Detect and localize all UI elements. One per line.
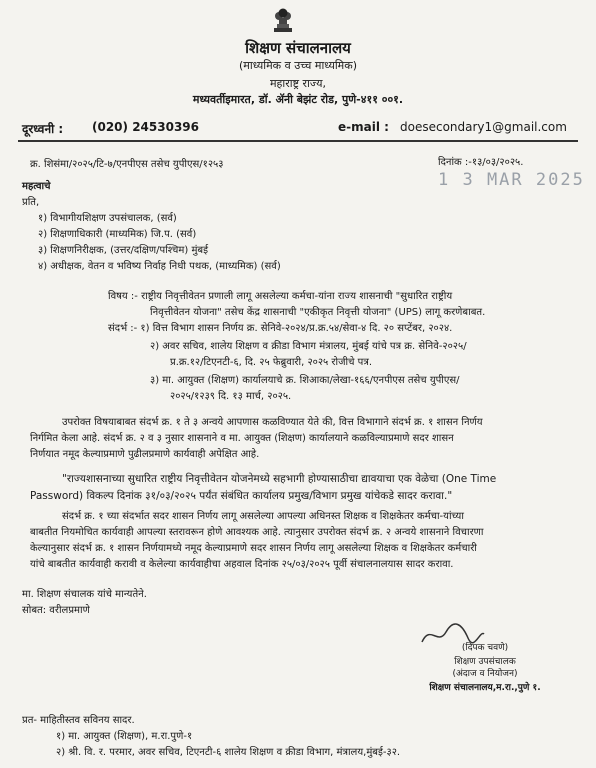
copy-item: १) मा. आयुक्त (शिक्षण), म.रा.पुणे-१	[56, 731, 193, 742]
signatory-designation: शिक्षण उपसंचालक	[454, 657, 516, 667]
org-address: मध्यवर्तीइमारत, डॉ. ॲनी बेझंट रोड, पुणे-४११ ००१.	[192, 93, 404, 106]
header-divider	[18, 140, 578, 142]
urgent-label: महत्वाचे	[22, 181, 51, 192]
copy-item: २) श्री. वि. र. परमार, अवर सचिव, टिएनटी-६ शालेय शिक्षण व क्रीडा विभाग, मंत्रालय,मुंबई-३२.	[56, 747, 401, 758]
body-line: बाबतीत नियमोचित कार्यवाही आपल्या स्तरावरून होणे आवश्यक आहे. त्यानुसार उपरोक्त संदर्भ क्र. २ अन्वये शासनाने विचारणा	[30, 527, 484, 538]
reference-3-cont: २०२५/१२३९ दि. १३ मार्च, २०२५.	[170, 391, 292, 402]
body-line: केल्यानुसार संदर्भ क्र. १ शासन निर्णयामध्ये नमूद केल्याप्रमाणे सदर शासन निर्णय लागू असलेल्या शिक्षक व शिक्षकेतर कर्मचारी	[30, 543, 477, 554]
signatory-dept: (अंदाज व नियोजन)	[452, 669, 518, 679]
recipient-item: ३) शिक्षणनिरीक्षक, (उत्तर/दक्षिण/पश्चिम) मुंबई	[38, 245, 209, 256]
state-emblem-icon	[270, 4, 296, 34]
reference-2-cont: प्र.क्र.१२/टिएनटी-६, दि. २५ फेब्रुवारी, २०२५ रोजीचे पत्र.	[170, 357, 373, 368]
approval-note: मा. शिक्षण संचालक यांचे मान्यतेने.	[22, 589, 147, 600]
received-date-stamp: 1 3 MAR 2025	[438, 170, 585, 190]
quote-line: Password) विकल्प दिनांक ३१/०३/२०२५ पर्यंत संबंधित कार्यालय प्रमुख/विभाग प्रमुख यांचेकडे सादर करावा."	[30, 490, 453, 502]
phone-number: (020) 24530396	[92, 120, 199, 134]
reference-number: क्र. शिसंमा/२०२५/टि-७/एनपीएस तसेच युपीएस/१२५३	[30, 159, 224, 170]
org-state: महाराष्ट्र राज्य,	[269, 77, 327, 90]
reference-1: संदर्भ :- १) वित्त विभाग शासन निर्णय क्र. सेनिवे-२०२४/प्र.क्र.५४/सेवा-४ दि. २० सप्टेंबर, २०२४.	[108, 323, 453, 334]
reference-2: २) अवर सचिव, शालेय शिक्षण व क्रीडा विभाग मंत्रालय, मुंबई यांचे पत्र क्र. सेनिवे-२०२५/	[150, 341, 467, 352]
subject-line: निवृत्तीवेतन योजना" तसेच केंद्र शासनाची "एकीकृत निवृत्ती योजना" (UPS) लागू करणेबाबत.	[150, 307, 486, 318]
recipient-item: १) विभागीयशिक्षण उपसंचालक, (सर्व)	[38, 213, 177, 224]
recipient-item: ४) अधीक्षक, वेतन व भविष्य निर्वाह निधी पथक, (माध्यमिक) (सर्व)	[38, 261, 281, 272]
recipient-item: २) शिक्षणाधिकारी (माध्यमिक) जि.प. (सर्व)	[38, 229, 197, 240]
reference-3: ३) मा. आयुक्त (शिक्षण) कार्यालयाचे क्र. शिआका/लेखा-१६६/एनपीएस तसेच युपीएस/	[150, 375, 460, 386]
quote-line: "राज्यशासनाच्या सुधारित राष्ट्रीय निवृत्तीवेतन योजनेमध्ये सहभागी होण्यासाठीचा द्यावयाचा एक वेळेचा (One Time	[62, 473, 497, 485]
signatory-name: (दिपक चवणे)	[461, 643, 509, 653]
letter-date: दिनांक :-१३/०३/२०२५.	[438, 157, 524, 168]
body-line: संदर्भ क्र. १ च्या संदर्भात सदर शासन निर्णय लागू असलेल्या आपल्या अधिनस्त शिक्षक व शिक्षकेतर कर्मचा-यांच्या	[62, 511, 464, 522]
body-line: उपरोक्त विषयाबाबत संदर्भ क्र. १ ते ३ अन्वये आपणास कळविण्यात येते की, वित्त विभागाने संदर्भ क्र. १ शासन निर्णय	[62, 417, 483, 428]
body-line: निर्णयात नमूद केल्याप्रमाणे पुढीलप्रमाणे कार्यवाही अपेक्षित आहे.	[30, 449, 260, 460]
copy-title: प्रत- माहितीस्तव सविनय सादर.	[22, 715, 135, 726]
enclosure-note: सोबत: वरीलप्रमाणे	[22, 605, 90, 616]
body-line: निर्गमित केला आहे. संदर्भ क्र. २ व ३ नुसार शासनाने व मा. आयुक्त (शिक्षण) कार्यालयाने कळविल्याप्रमाणे सदर शासन	[30, 433, 454, 444]
to-label: प्रति,	[22, 197, 40, 208]
body-line: यांचे बाबतीत कार्यवाही करावी व केलेल्या कार्यवाहीचा अहवाल दिनांक २५/०३/२०२५ पूर्वी संचालनालयास सादर करावा.	[30, 559, 454, 570]
signatory-office: शिक्षण संचालनालय,म.रा.,पुणे १.	[429, 683, 541, 693]
subject-line: विषय :- राष्ट्रीय निवृत्तीवेतन प्रणाली लागू असलेल्या कर्मचा-यांना राज्य शासनाची "सुधारित राष्ट्रीय	[108, 291, 453, 302]
email-label: e-mail :	[338, 120, 389, 134]
org-title: शिक्षण संचालनालय	[245, 39, 351, 57]
email-link[interactable]: doesecondary1@gmail.com	[400, 120, 567, 134]
org-subtitle: (माध्यमिक व उच्च माध्यमिक)	[239, 59, 357, 72]
phone-label: दूरध्वनी :	[22, 122, 64, 136]
